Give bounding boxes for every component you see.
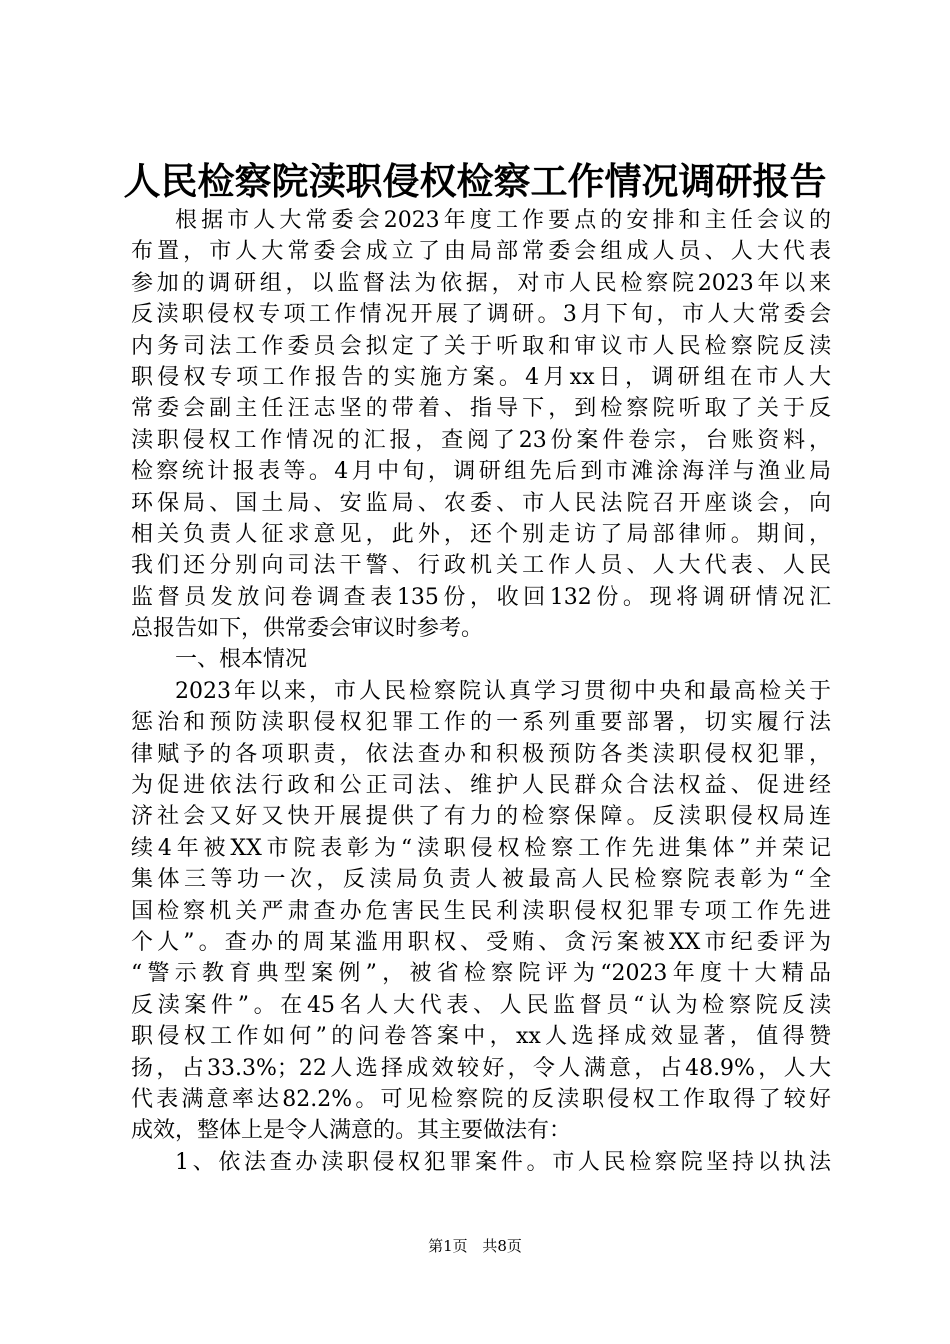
paragraph-line: 扬，占33.3%；22人选择成效较好，令人满意，占48.9%，人大 [131,1055,831,1081]
paragraph-line: 渎职侵权工作情况的汇报，查阅了23份案件卷宗，台账资料， [131,427,831,453]
section-heading: 一、根本情况 [175,647,308,673]
paragraph-line: 集体三等功一次，反渎局负责人被最高人民检察院表彰为“全 [131,867,831,893]
paragraph-line: 参加的调研组，以监督法为依据，对市人民检察院2023年以来 [131,270,831,296]
paragraph-line: 检察统计报表等。4月中旬，调研组先后到市滩涂海洋与渔业局 [131,459,831,485]
paragraph-line: 成效，整体上是令人满意的。其主要做法有： [131,1118,572,1144]
paragraph-line: 环保局、国土局、安监局、农委、市人民法院召开座谈会，向 [131,490,831,516]
paragraph-line: 职侵权工作如何”的问卷答案中，xx人选择成效显著，值得赞 [131,1024,831,1050]
paragraph-line: 律赋予的各项职责，依法查办和积极预防各类渎职侵权犯罪， [131,741,831,767]
paragraph-line: 相关负责人征求意见，此外，还个别走访了局部律师。期间， [131,521,831,547]
document-body [131,205,831,1178]
paragraph-line: 职侵权专项工作报告的实施方案。4月xx日，调研组在市人大 [131,364,831,390]
document-title: 人民检察院渎职侵权检察工作情况调研报告 [123,159,827,203]
paragraph-line: 个人”。查办的周某滥用职权、受贿、贪污案被XX市纪委评为 [131,929,831,955]
paragraph-line: 代表满意率达82.2%。可见检察院的反渎职侵权工作取得了较好 [131,1086,831,1112]
paragraph-line: 我们还分别向司法干警、行政机关工作人员、人大代表、人民 [131,553,831,579]
paragraph-line: 布置，市人大常委会成立了由局部常委会组成人员、人大代表 [131,239,831,265]
paragraph-line: 反渎职侵权专项工作情况开展了调研。3月下旬，市人大常委会 [131,302,831,328]
page-total: 共8页 [482,1237,522,1255]
paragraph-line: 续4年被XX市院表彰为“渎职侵权检察工作先进集体”并荣记 [131,835,831,861]
paragraph-line: 惩治和预防渎职侵权犯罪工作的一系列重要部署，切实履行法 [131,710,831,736]
paragraph-line: 1、依法查办渎职侵权犯罪案件。市人民检察院坚持以执法 [175,1149,831,1175]
paragraph-line: “警示教育典型案例”，被省检察院评为“2023年度十大精品 [131,961,831,987]
paragraph-line: 济社会又好又快开展提供了有力的检察保障。反渎职侵权局连 [131,804,831,830]
paragraph-line: 国检察机关严肃查办危害民生民利渎职侵权犯罪专项工作先进 [131,898,831,924]
paragraph-line: 反渎案件”。在45名人大代表、人民监督员“认为检察院反渎 [131,992,831,1018]
page-number: 第1页 [428,1237,468,1255]
paragraph-line: 监督员发放问卷调查表135份，收回132份。现将调研情况汇 [131,584,831,610]
paragraph-line: 根据市人大常委会2023年度工作要点的安排和主任会议的 [175,208,831,233]
paragraph-line: 常委会副主任汪志坚的带着、指导下，到检察院听取了关于反 [131,396,831,422]
paragraph-line: 总报告如下，供常委会审议时参考。 [131,616,484,642]
paragraph-line: 内务司法工作委员会拟定了关于听取和审议市人民检察院反渎 [131,333,831,359]
page-footer [0,1236,950,1256]
paragraph-line: 2023年以来，市人民检察院认真学习贯彻中央和最高检关于 [175,678,831,704]
paragraph-line: 为促进依法行政和公正司法、维护人民群众合法权益、促进经 [131,773,831,799]
